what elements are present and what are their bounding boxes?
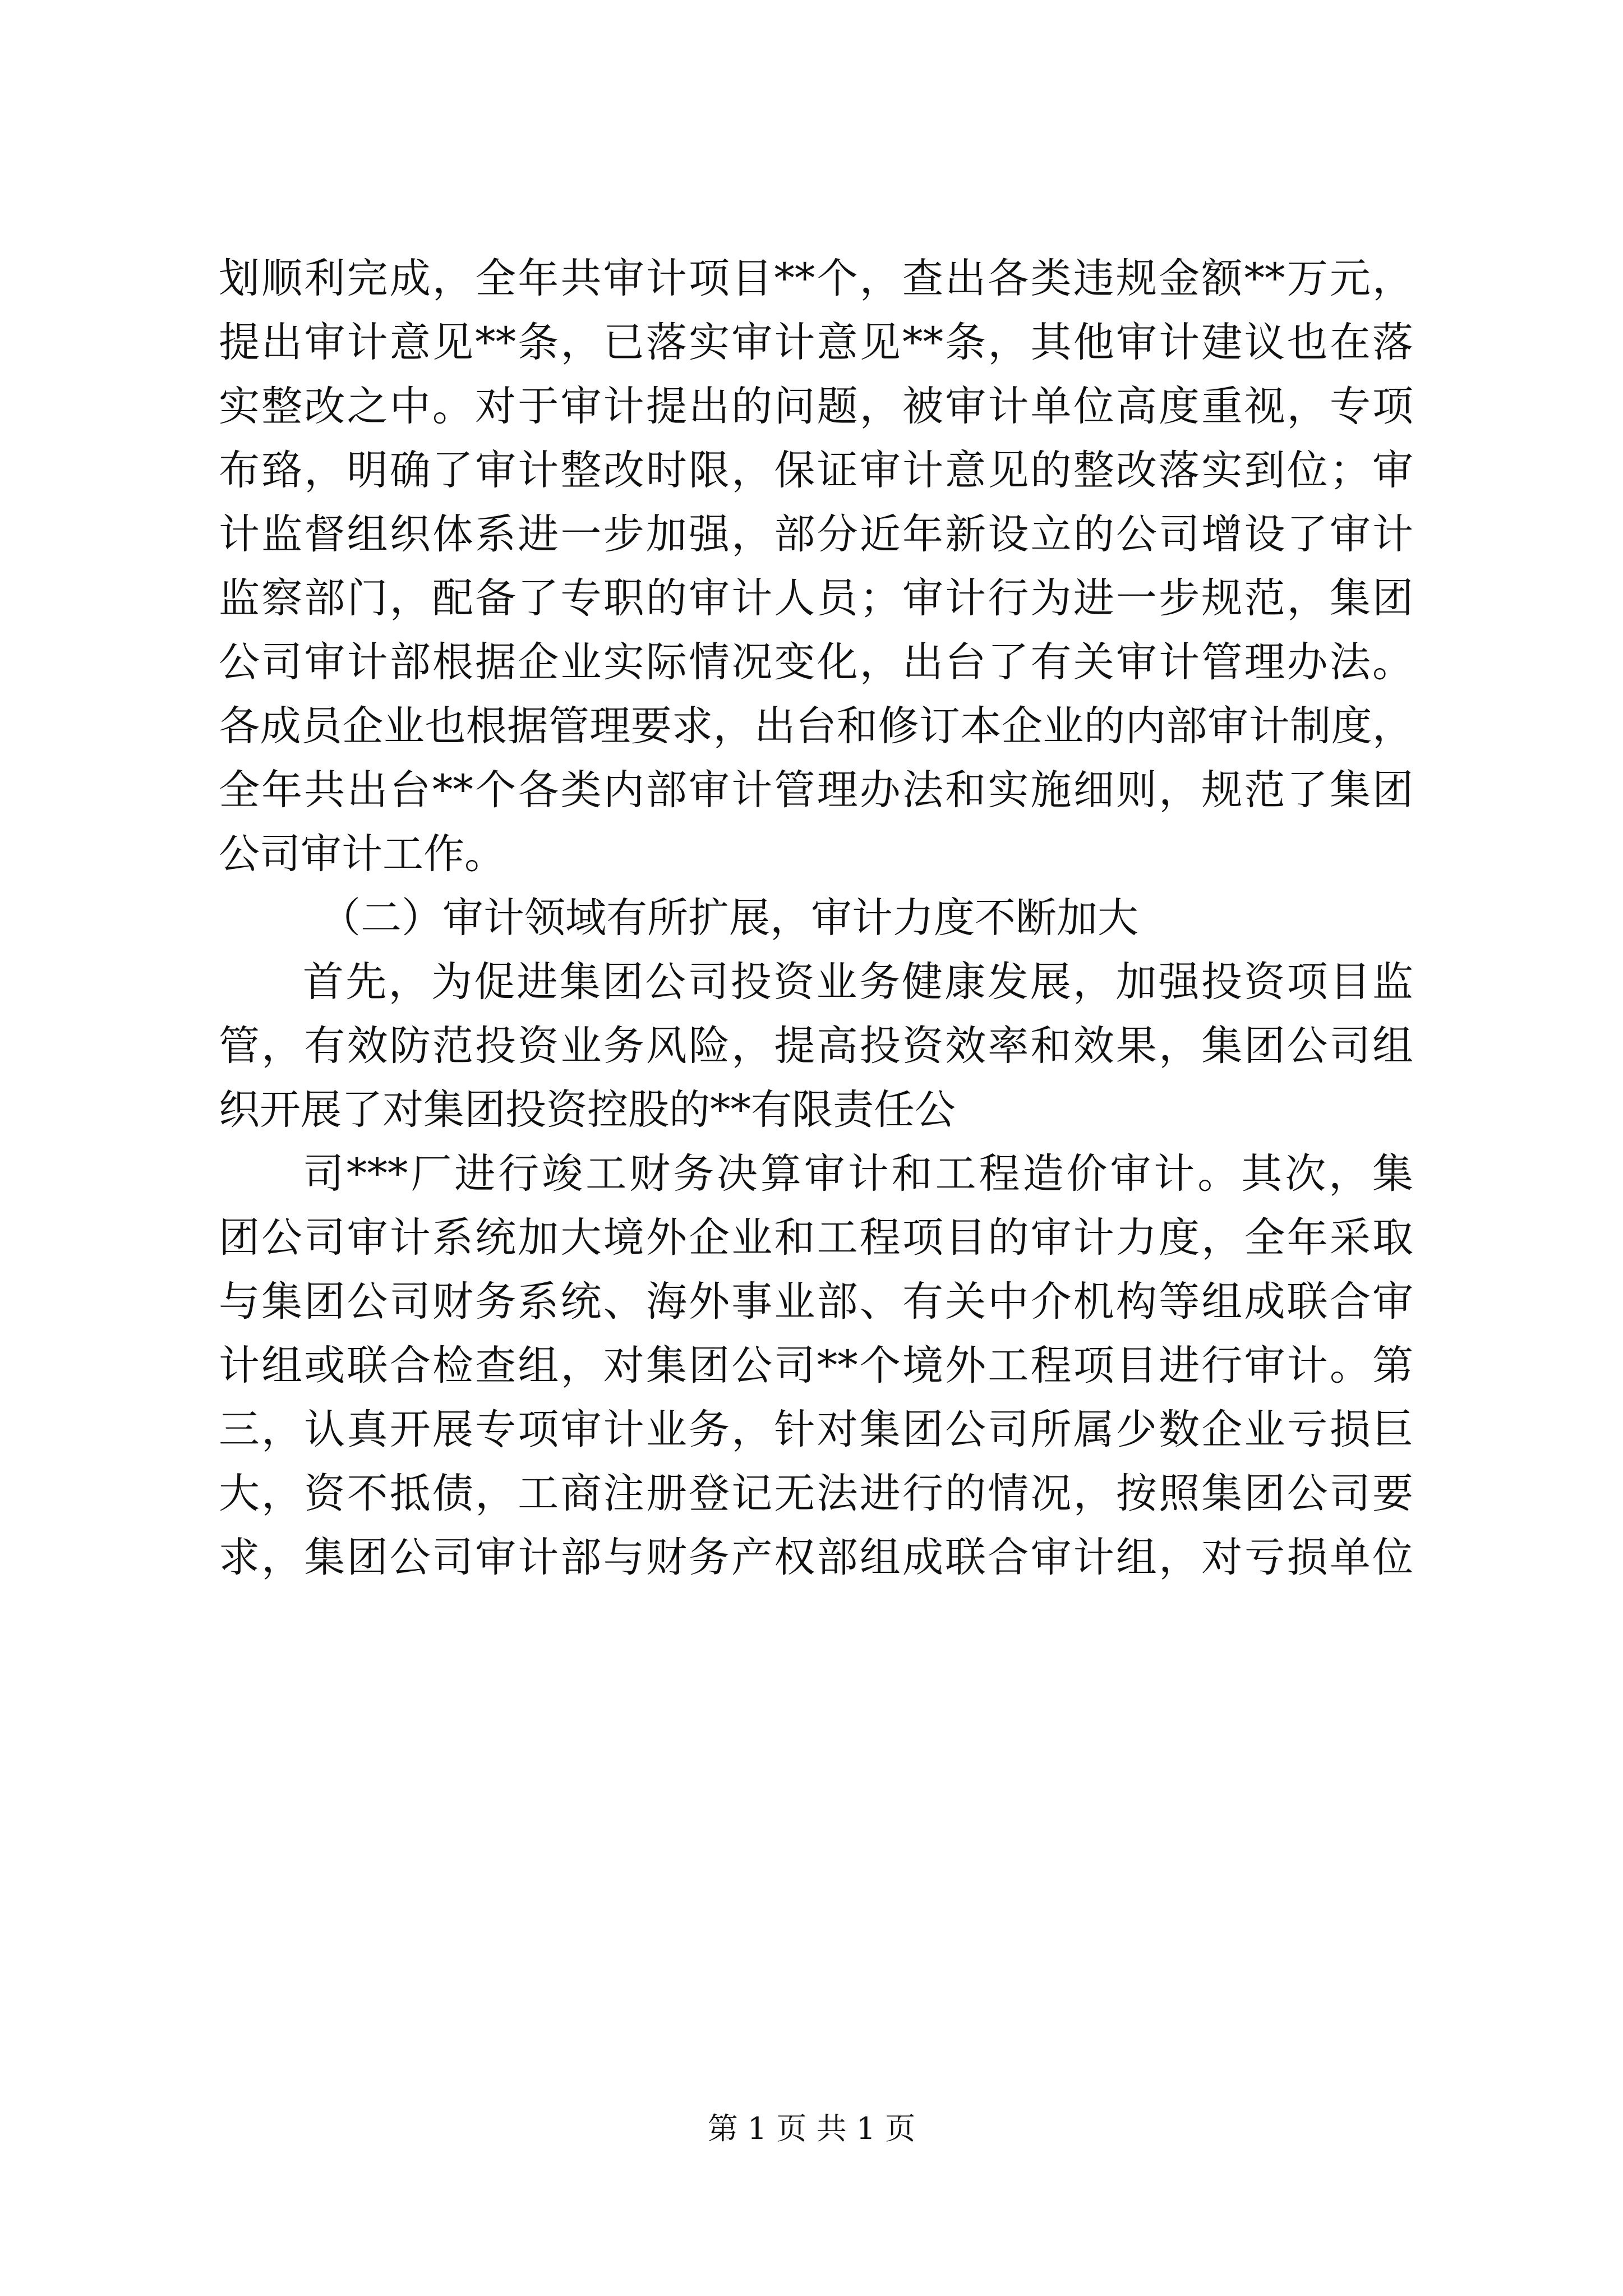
paragraph-line: 计组或联合检查组，对集团公司**个境外工程项目进行审计。第 [219, 1342, 1413, 1389]
paragraph-line: 全年共出台**个各类内部审计管理办法和实施细则，规范了集团 [219, 766, 1413, 814]
paragraph-line: 划顺利完成，全年共审计项目**个，查出各类违规金额**万元， [219, 255, 1413, 302]
paragraph-line: 织开展了对集团投资控股的**有限责任公 [219, 1086, 956, 1134]
paragraph-line: 监察部门，配备了专职的审计人员；审计行为进一步规范，集团 [219, 574, 1413, 622]
paragraph-line: 司***厂进行竣工财务决算审计和工程造价审计。其次，集 [303, 1150, 1413, 1198]
paragraph-line: 首先，为促进集团公司投资业务健康发展，加强投资项目监 [303, 958, 1413, 1006]
paragraph-line: 实整改之中。对于审计提出的问题，被审计单位高度重视，专项 [219, 383, 1413, 430]
paragraph-line: 管，有效防范投资业务风险，提高投资效率和效果，集团公司组 [219, 1022, 1413, 1070]
paragraph-line: 公司审计部根据企业实际情况变化，出台了有关审计管理办法。 [219, 638, 1413, 686]
paragraph-line: 团公司审计系统加大境外企业和工程项目的审计力度，全年采取 [219, 1214, 1413, 1262]
paragraph-line: 大，资不抵债，工商注册登记无法进行的情况，按照集团公司要 [219, 1470, 1413, 1517]
paragraph-line: 与集团公司财务系统、海外事业部、有关中介机构等组成联合审 [219, 1278, 1413, 1326]
paragraph-line: 布臵，明确了审计整改时限，保证审计意见的整改落实到位；审 [219, 447, 1413, 494]
paragraph-line: 计监督组织体系进一步加强，部分近年新设立的公司增设了审计 [219, 510, 1413, 558]
paragraph-line: 三，认真开展专项审计业务，针对集团公司所属少数企业亏损巨 [219, 1406, 1413, 1453]
paragraph-line: 各成员企业也根据管理要求，出台和修订本企业的内部审计制度， [219, 702, 1413, 750]
document-body [219, 247, 1413, 1590]
section-heading: （二）审计领域有所扩展，审计力度不断加大 [320, 894, 1138, 942]
paragraph-line: 公司审计工作。 [219, 830, 505, 878]
paragraph-line: 求，集团公司审计部与财务产权部组成联合审计组，对亏损单位 [219, 1534, 1413, 1581]
page-footer: 第 1 页 共 1 页 [707, 2111, 916, 2146]
paragraph-line: 提出审计意见**条，已落实审计意见**条，其他审计建议也在落 [219, 319, 1413, 366]
